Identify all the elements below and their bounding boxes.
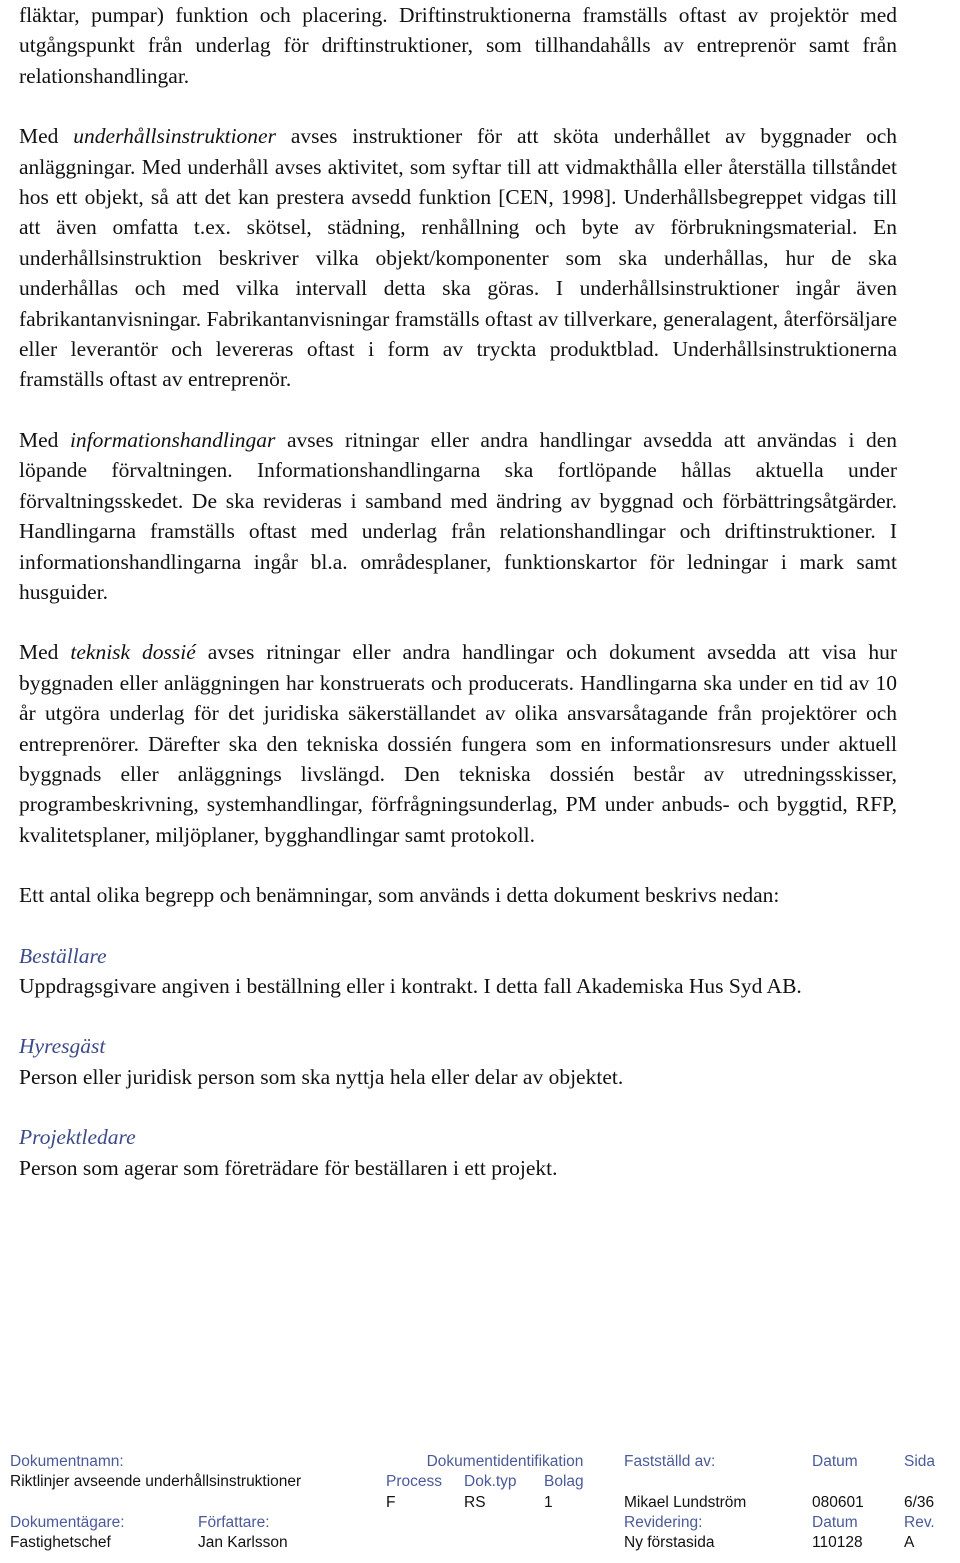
definition-text-bestallare: Uppdragsgivare angiven i beställning eller i kontrakt. I detta fall Akademiska Hus Syd AB. bbox=[19, 973, 802, 998]
doktyp-value: RS bbox=[464, 1493, 486, 1511]
owner-label: Dokumentägare: bbox=[10, 1514, 125, 1532]
document-body bbox=[19, 0, 897, 1183]
date-label: Datum bbox=[812, 1453, 858, 1471]
rev-date-value: 110128 bbox=[812, 1534, 863, 1552]
definition-term-bestallare: Beställare bbox=[19, 943, 107, 968]
paragraph-underhallsinstruktioner: Med underhållsinstruktioner avses instruktioner för att sköta underhållet av byggnader och anläggningar. Med underhåll avses aktivitet, som syftar till att vidmakthålla eller återställa tillståndet hos ett objekt, så att det kan prestera avsedd funktion [CEN, 1998]. Underhållsbegreppet vidgas till att även omfatta t.ex. skötsel, städning, renhållning och byte av förbrukningsmaterial. En underhållsinstruktion beskriver vilka objekt/komponenter som ska underhållas, hur de ska underhållas och med vilka intervall detta ska göras. I underhållsinstruktioner ingår även fabrikantanvisningar. Fabrikantanvisningar framställs oftast av tillverkare, generalagent, återförsäljare eller leverantör och levereras oftast i form av tryckta produktblad. Underhållsinstruktionerna framställs oftast av entreprenör. bbox=[19, 124, 897, 392]
doktyp-label: Dok.typ bbox=[464, 1473, 517, 1491]
revision-value: Ny förstasida bbox=[624, 1534, 715, 1552]
paragraph-informationshandlingar: Med informationshandlingar avses ritningar eller andra handlingar avsedda att användas i den löpande förvaltningen. Informationshandlingarna ska fortlöpande hållas aktuella under förvaltningsskedet. De ska revideras i samband med ändring av byggnad och förbättringsåtgärder. Handlingarna framställs oftast med underlag från relationshandlingar och driftinstruktioner. I informationshandlingarna ingår bl.a. områdesplaner, funktionskartor för ledningar i mark samt husguider. bbox=[19, 427, 897, 604]
page-label: Sida bbox=[904, 1453, 936, 1471]
approved-by-label: Fastställd av: bbox=[624, 1453, 716, 1471]
process-value: F bbox=[386, 1493, 396, 1511]
revision-label: Revidering: bbox=[624, 1514, 703, 1532]
paragraph-begrepp-intro: Ett antal olika begrepp och benämningar, som används i detta dokument beskrivs nedan: bbox=[19, 883, 780, 908]
paragraph-teknisk-dossie: Med teknisk dossié avses ritningar eller andra handlingar och dokument avsedda att visa hur byggnaden eller anläggningen har konstruerats och producerats. Handlingarna ska under en tid av 10 år utgöra underlag för det juridiska säkerställandet av olika ansvarsåtagande från projektörer och entreprenörer. Därefter ska den tekniska dossién fungera som en informationsresurs under aktuell byggnads eller anläggnings livslängd. Den tekniska dossién består av utredningsskisser, programbeskrivning, systemhandlingar, förfrågningsunderlag, PM under anbuds- och byggtid, RFP, kvalitetsplaner, miljöplaner, bygghandlingar samt protokoll. bbox=[19, 640, 897, 847]
term-informationshandlingar: informationshandlingar bbox=[69, 427, 276, 452]
definition-term-projektledare: Projektledare bbox=[19, 1125, 136, 1150]
term-underhallsinstruktioner: underhållsinstruktioner bbox=[73, 124, 276, 149]
doc-name-label: Dokumentnamn: bbox=[10, 1453, 124, 1471]
paragraph-driftinstruktioner: fläktar, pumpar) funktion och placering. Driftinstruktionerna framställs oftast av projektör med utgångspunkt från underlag för driftinstruktioner, som tillhandahålls av entreprenör samt från relationshandlingar. bbox=[19, 3, 897, 88]
definition-text-projektledare: Person som agerar som företrädare för beställaren i ett projekt. bbox=[19, 1155, 558, 1180]
definition-text-hyresgast: Person eller juridisk person som ska nyttja hela eller delar av objektet. bbox=[19, 1064, 624, 1089]
process-label: Process bbox=[386, 1473, 442, 1491]
bolag-label: Bolag bbox=[544, 1473, 584, 1491]
author-value: Jan Karlsson bbox=[198, 1534, 288, 1552]
doc-id-label: Dokumentidentifikation bbox=[426, 1453, 584, 1471]
owner-value: Fastighetschef bbox=[10, 1534, 111, 1552]
bolag-value: 1 bbox=[544, 1493, 553, 1511]
rev-value: A bbox=[904, 1534, 915, 1552]
approved-by: Mikael Lundström bbox=[624, 1493, 747, 1511]
rev-label: Rev. bbox=[904, 1514, 935, 1532]
author-label: Författare: bbox=[198, 1514, 270, 1532]
rev-date-label: Datum bbox=[812, 1514, 858, 1532]
document-footer bbox=[10, 1452, 952, 1553]
doc-name: Riktlinjer avseende underhållsinstruktioner bbox=[10, 1473, 302, 1491]
term-teknisk-dossie: teknisk dossié bbox=[70, 640, 196, 665]
page-number: 6/36 bbox=[904, 1493, 935, 1511]
definition-term-hyresgast: Hyresgäst bbox=[19, 1034, 106, 1059]
date-value: 080601 bbox=[812, 1493, 864, 1511]
